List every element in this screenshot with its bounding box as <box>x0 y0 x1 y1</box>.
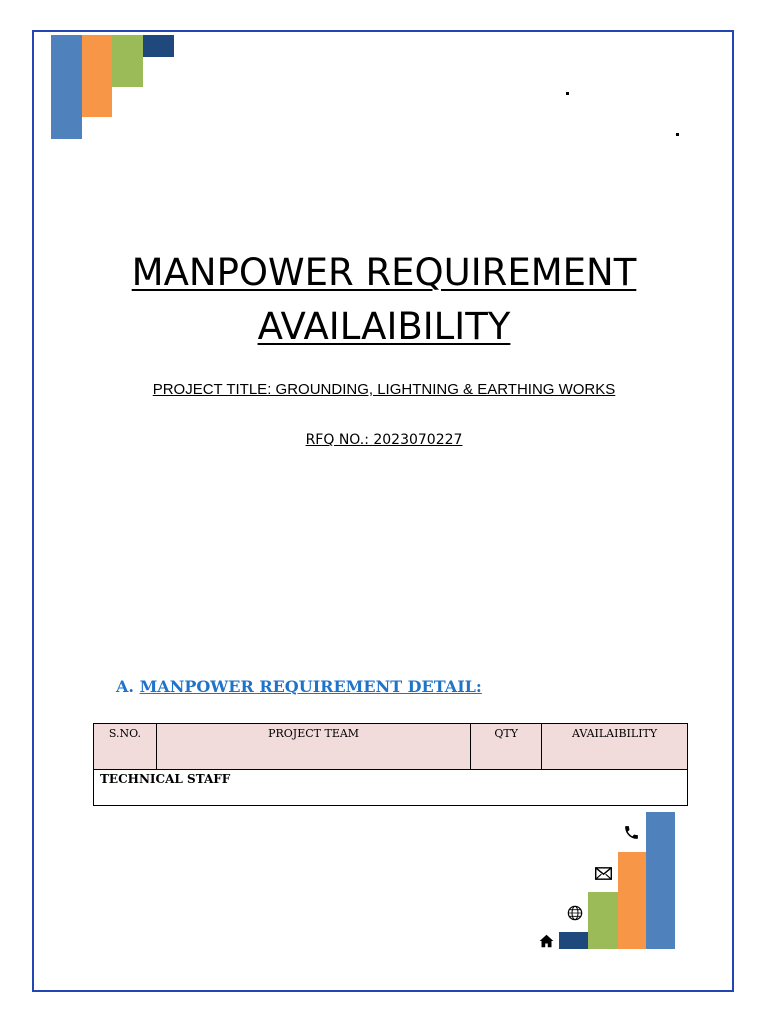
decor-dot <box>566 92 569 95</box>
decor-bar-blue <box>51 35 82 139</box>
globe-icon <box>566 904 584 922</box>
section-heading <box>116 677 482 696</box>
header-availability: AVAILAIBILITY <box>542 724 688 770</box>
decor-dot <box>676 133 679 136</box>
decor-bar-green <box>112 35 143 87</box>
footer-bar-blue <box>646 812 675 949</box>
header-project-team: PROJECT TEAM <box>156 724 470 770</box>
decor-bar-orange <box>82 35 112 117</box>
title-line-1: MANPOWER REQUIREMENT <box>131 251 637 294</box>
title-line-2: AVAILAIBILITY <box>257 305 511 348</box>
decor-bar-navy <box>143 35 174 57</box>
footer-bar-orange <box>618 852 646 949</box>
header-qty: QTY <box>471 724 542 770</box>
footer-bar-green <box>588 892 618 949</box>
document-title <box>0 246 768 354</box>
section-title: MANPOWER REQUIREMENT DETAIL: <box>139 677 482 696</box>
table-row <box>94 770 688 806</box>
technical-staff-row: TECHNICAL STAFF <box>94 770 688 806</box>
header-sno: S.NO. <box>94 724 157 770</box>
home-icon <box>537 932 555 950</box>
page-border <box>32 30 734 992</box>
section-prefix: A. <box>116 677 134 696</box>
footer-bar-navy <box>559 932 588 949</box>
rfq-number: RFQ NO.: 2023070227 <box>305 432 463 448</box>
project-title: PROJECT TITLE: GROUNDING, LIGHTNING & EARTHING WORKS <box>152 381 616 398</box>
mail-icon <box>594 864 612 882</box>
table-header-row <box>94 724 688 770</box>
manpower-table <box>93 723 688 806</box>
phone-icon <box>622 823 640 841</box>
